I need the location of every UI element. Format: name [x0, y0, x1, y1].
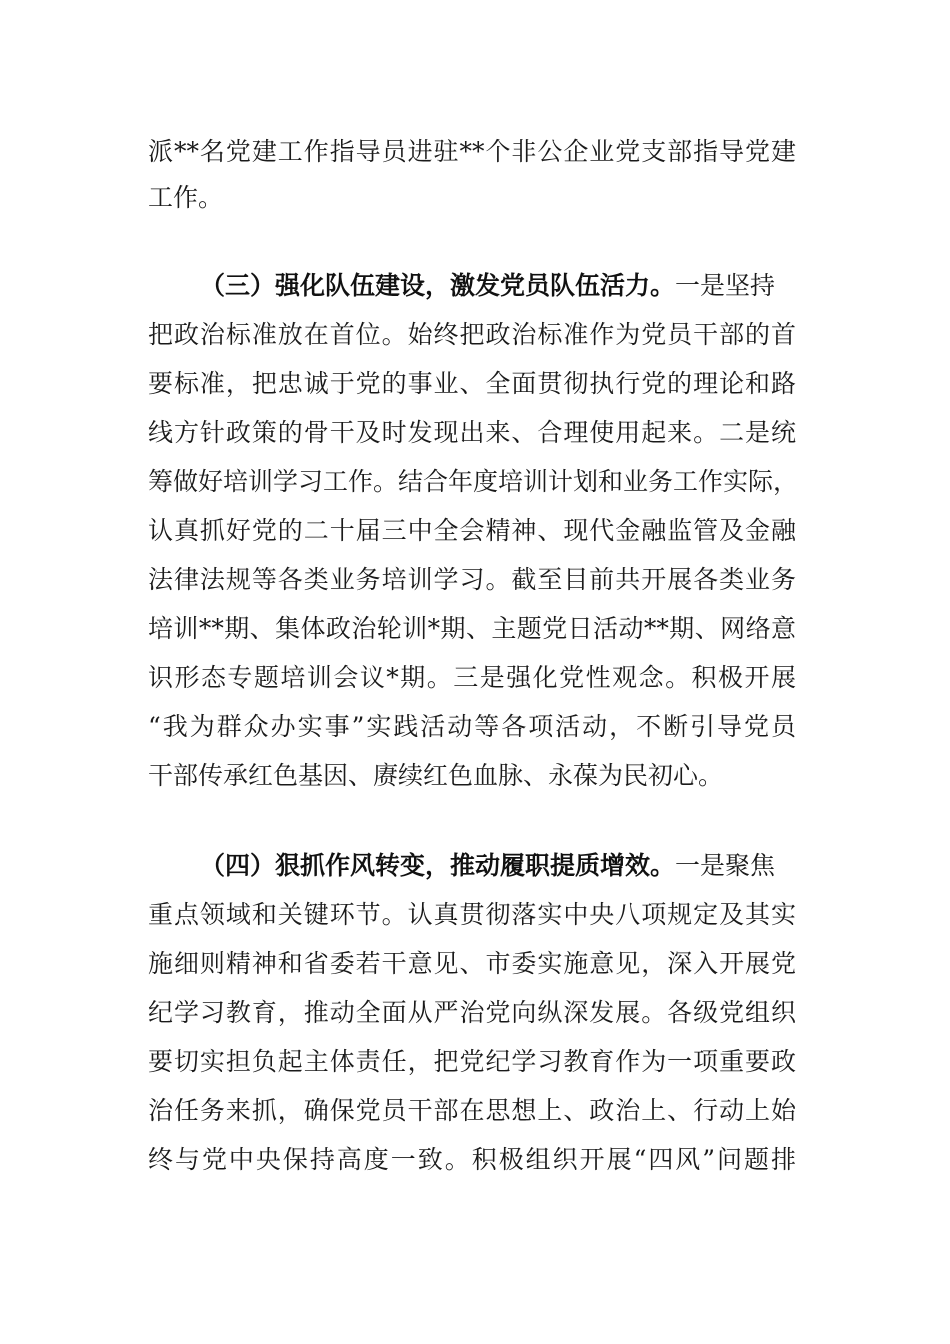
- paragraph-2-line-5: 筹做好培训学习工作。结合年度培训计划和业务工作实际，: [148, 467, 799, 496]
- paragraph-3-line-3: 施细则精神和省委若干意见、市委实施意见，深入开展党: [148, 949, 796, 978]
- paragraph-3-first-line-text: 一是聚焦: [675, 851, 776, 880]
- paragraph-2-first-line: [200, 262, 775, 310]
- section-3-heading: （三）强化队伍建设，激发党员队伍活力。: [200, 271, 676, 300]
- paragraph-3-line-7: 终与党中央保持高度一致。积极组织开展“四风”问题排: [148, 1145, 796, 1174]
- paragraph-2-line-9: 识形态专题培训会议*期。三是强化党性观念。积极开展: [148, 663, 796, 692]
- paragraph-3-line-5: 要切实担负起主体责任，把党纪学习教育作为一项重要政: [148, 1047, 796, 1076]
- section-4-heading: （四）狠抓作风转变，推动履职提质增效。: [200, 851, 676, 880]
- paragraph-2-line-8: 培训**期、集体政治轮训*期、主题党日活动**期、网络意: [148, 614, 796, 643]
- paragraph-3-line-6: 治任务来抓，确保党员干部在思想上、政治上、行动上始: [148, 1096, 796, 1125]
- paragraph-2-line-4: 线方针政策的骨干及时发现出来、合理使用起来。二是统: [148, 418, 796, 447]
- paragraph-3-line-2: 重点领域和关键环节。认真贯彻落实中央八项规定及其实: [148, 900, 796, 929]
- paragraph-1-line-2: 工作。: [148, 183, 224, 212]
- paragraph-2-line-3: 要标准，把忠诚于党的事业、全面贯彻执行党的理论和路: [148, 369, 796, 398]
- paragraph-2-line-7: 法律法规等各类业务培训学习。截至目前共开展各类业务: [148, 565, 796, 594]
- paragraph-2-line-11: 干部传承红色基因、赓续红色血脉、永葆为民初心。: [148, 761, 724, 790]
- paragraph-2-line-2: 把政治标准放在首位。始终把政治标准作为党员干部的首: [148, 320, 796, 349]
- paragraph-3-first-line: [200, 842, 775, 890]
- paragraph-2-line-10: “我为群众办实事”实践活动等各项活动，不断引导党员: [148, 712, 796, 741]
- paragraph-3-line-4: 纪学习教育，推动全面从严治党向纵深发展。各级党组织: [148, 998, 796, 1027]
- paragraph-2-first-line-text: 一是坚持: [675, 271, 776, 300]
- paragraph-2-line-6: 认真抓好党的二十届三中全会精神、现代金融监管及金融: [148, 516, 796, 545]
- paragraph-1-line-1: 派**名党建工作指导员进驻**个非公企业党支部指导党建: [148, 137, 796, 166]
